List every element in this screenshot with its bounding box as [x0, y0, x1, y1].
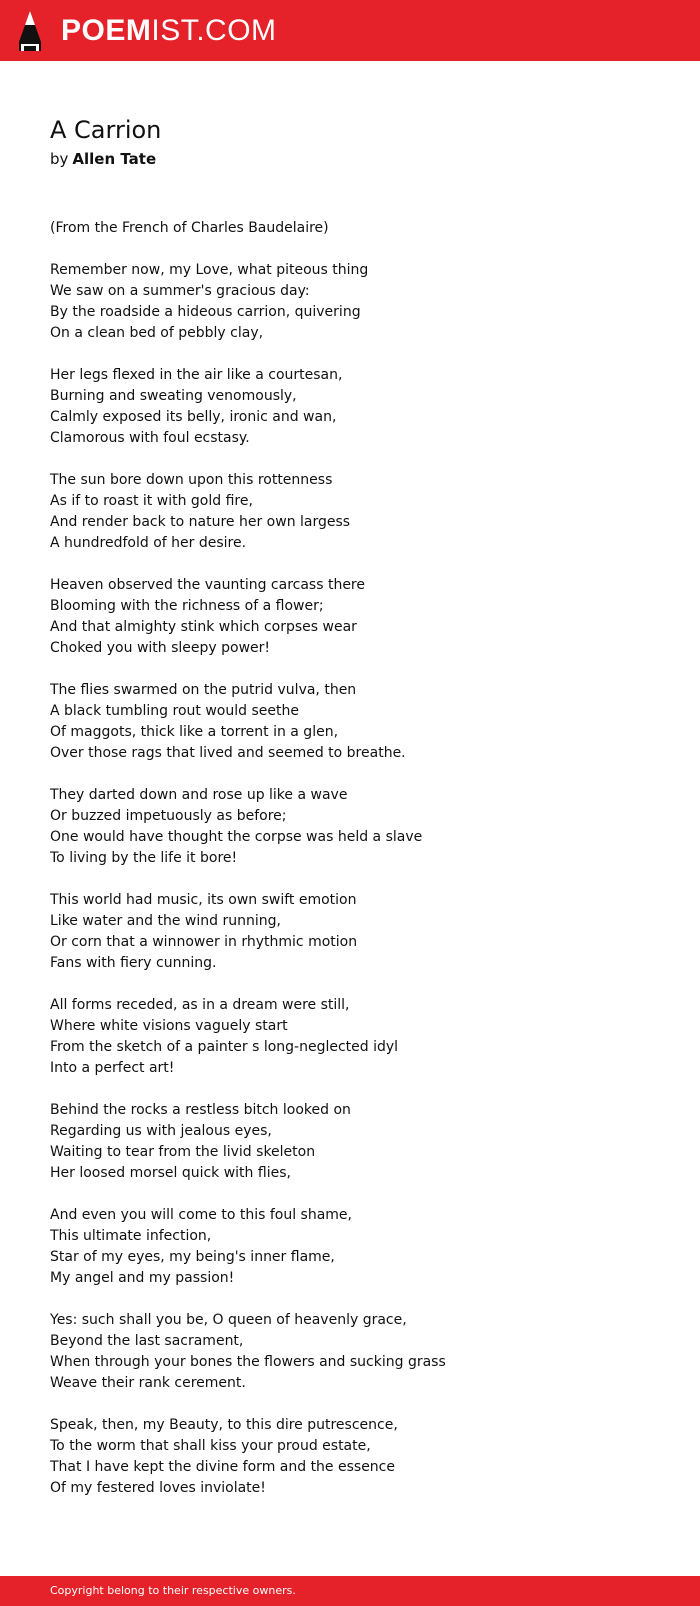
poem-line: A black tumbling rout would seethe — [50, 703, 299, 719]
poem-line: Her loosed morsel quick with flies, — [50, 1165, 291, 1181]
poem-line: Of my festered loves inviolate! — [50, 1480, 266, 1496]
poem-line: And render back to nature her own largess — [50, 514, 351, 530]
stanza-break — [50, 1394, 670, 1415]
poem-line: All forms receded, as in a dream were still, — [50, 997, 350, 1013]
poem-line: Burning and sweating venomously, — [50, 388, 297, 404]
poem-line: Clamorous with foul ecstasy. — [50, 430, 250, 446]
by-label: by — [50, 150, 69, 168]
poem-line: And that almighty stink which corpses wear — [50, 619, 357, 635]
poem-line: Blooming with the richness of a flower; — [50, 598, 324, 614]
poem-line: To the worm that shall kiss your proud estate, — [50, 1438, 371, 1454]
poem-line: Her legs flexed in the air like a courtesan, — [50, 367, 343, 383]
stanza-break — [50, 239, 670, 260]
poem-line: Like water and the wind running, — [50, 913, 281, 929]
poem-line: Waiting to tear from the livid skeleton — [50, 1144, 316, 1160]
poem-line: Calmly exposed its belly, ironic and wan, — [50, 409, 337, 425]
stanza-break — [50, 659, 670, 680]
stanza-break — [50, 764, 670, 785]
poem-line: As if to roast it with gold fire, — [50, 493, 253, 509]
site-logo-text — [61, 9, 277, 53]
poem-line: When through your bones the flowers and sucking grass — [50, 1354, 446, 1370]
poem-line: Weave their rank cerement. — [50, 1375, 246, 1391]
poem-line: Remember now, my Love, what piteous thing — [50, 262, 369, 278]
poem-line: Fans with fiery cunning. — [50, 955, 217, 971]
site-header — [0, 0, 700, 61]
author-link[interactable]: Allen Tate — [72, 150, 157, 168]
site-footer — [0, 1576, 700, 1606]
poem-line: The sun bore down upon this rottenness — [50, 472, 333, 488]
pencil-logo-icon — [18, 10, 42, 52]
poem-line: We saw on a summer's gracious day: — [50, 283, 310, 299]
logo-light-text: IST.COM — [151, 14, 277, 47]
poem-line: A hundredfold of her desire. — [50, 535, 247, 551]
poem-line: This world had music, its own swift emotion — [50, 892, 357, 908]
poem-line: The flies swarmed on the putrid vulva, then — [50, 682, 357, 698]
poem-line: One would have thought the corpse was held a slave — [50, 829, 423, 845]
stanza-break — [50, 1079, 670, 1100]
poem-line: Behind the rocks a restless bitch looked on — [50, 1102, 351, 1118]
poem-line: Of maggots, thick like a torrent in a glen, — [50, 724, 339, 740]
footer-copyright: Copyright belong to their respective owners. — [50, 1584, 296, 1597]
poem-line: To living by the life it bore! — [50, 850, 238, 866]
poem-line: That I have kept the divine form and the essence — [50, 1459, 395, 1475]
poem-title: A Carrion — [50, 116, 162, 144]
stanza-break — [50, 449, 670, 470]
poem-line: From the sketch of a painter s long-neglected idyl — [50, 1039, 399, 1055]
poem-line: Over those rags that lived and seemed to breathe. — [50, 745, 406, 761]
poem-line: Speak, then, my Beauty, to this dire putrescence, — [50, 1417, 398, 1433]
stanza-break — [50, 1184, 670, 1205]
poem-line: This ultimate infection, — [50, 1228, 212, 1244]
poem-line: My angel and my passion! — [50, 1270, 235, 1286]
poem-line: On a clean bed of pebbly clay, — [50, 325, 264, 341]
stanza-break — [50, 344, 670, 365]
poem-line: Or buzzed impetuously as before; — [50, 808, 287, 824]
stanza-break — [50, 869, 670, 890]
poem-line: And even you will come to this foul shame, — [50, 1207, 352, 1223]
poem-line: Where white visions vaguely start — [50, 1018, 288, 1034]
logo-bold-text: POEM — [61, 14, 152, 47]
poem-byline — [50, 147, 156, 171]
site-logo[interactable] — [18, 9, 277, 53]
poem-line: Choked you with sleepy power! — [50, 640, 271, 656]
poem-body — [50, 218, 670, 1499]
poem-line: Beyond the last sacrament, — [50, 1333, 244, 1349]
poem-line: Into a perfect art! — [50, 1060, 175, 1076]
poem-line: Regarding us with jealous eyes, — [50, 1123, 272, 1139]
stanza-break — [50, 974, 670, 995]
poem-line: Heaven observed the vaunting carcass there — [50, 577, 365, 593]
poem-line: By the roadside a hideous carrion, quivering — [50, 304, 361, 320]
stanza-break — [50, 1289, 670, 1310]
poem-line: (From the French of Charles Baudelaire) — [50, 220, 329, 236]
poem-line: Yes: such shall you be, O queen of heavenly grace, — [50, 1312, 407, 1328]
poem-line: Or corn that a winnower in rhythmic motion — [50, 934, 358, 950]
stanza-break — [50, 554, 670, 575]
poem-line: Star of my eyes, my being's inner flame, — [50, 1249, 335, 1265]
poem-line: They darted down and rose up like a wave — [50, 787, 348, 803]
